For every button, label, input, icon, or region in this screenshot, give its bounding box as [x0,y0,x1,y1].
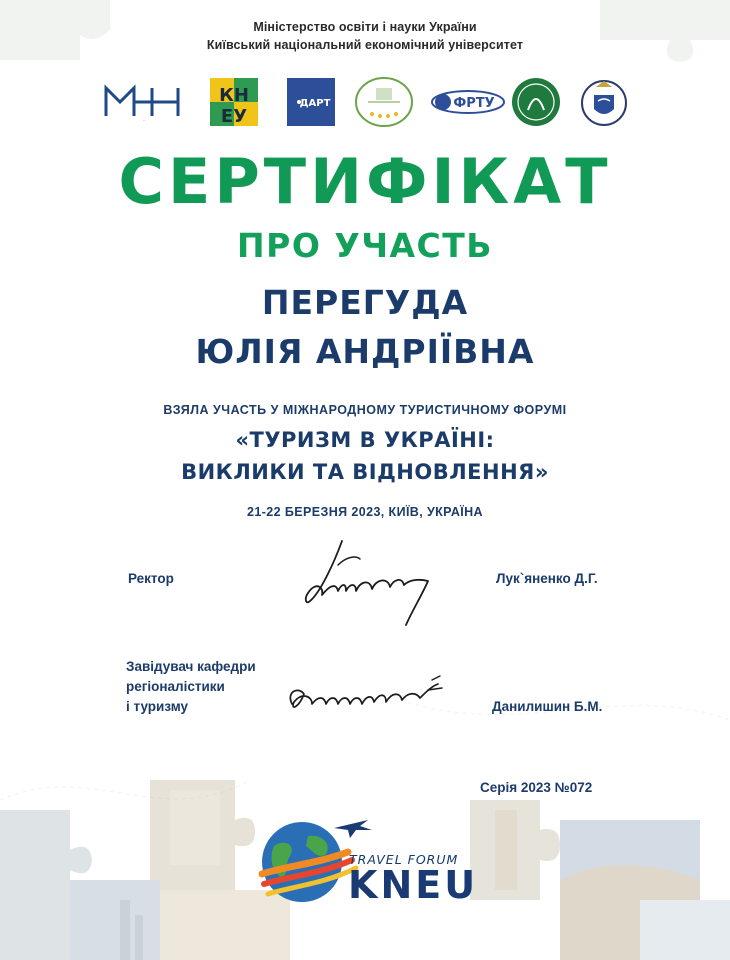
participant-surname: ПЕРЕГУДА [261,283,469,322]
rector-name: Лук`яненко Д.Г. [496,571,598,586]
green-badge-logo [352,74,416,130]
kneu-wordmark: KNEU [348,863,479,907]
travel-forum-label: TRAVEL FORUM [349,852,459,867]
forum-title-line2: ВИКЛИКИ ТА ВІДНОВЛЕННЯ» [181,460,549,484]
partner-logos-row [100,74,640,130]
certificate-title: СЕРТИФІКАТ [118,145,612,218]
svg-text:ЕУ: ЕУ [220,106,248,126]
crest-logo [578,74,630,130]
frtu-logo [430,74,506,130]
svg-text:КН: КН [219,85,249,106]
frtu-logo-text: ФРТУ [453,96,495,111]
ministry-heading: Міністерство освіти і науки України [253,20,477,34]
event-date-place: 21-22 БЕРЕЗНЯ 2023, КИЇВ, УКРАЇНА [247,505,483,519]
rector-title: Ректор [128,571,174,586]
green-seal-logo [508,74,564,130]
participant-given-names: ЮЛІЯ АНДРІЇВНА [195,332,535,371]
mon-logo [100,74,186,130]
head-title-line1: Завідувач кафедри [126,659,256,674]
rector-signature [298,535,443,630]
mon-logo-text: МОН [143,121,146,122]
head-signature [282,670,452,720]
certificate-subtitle: ПРО УЧАСТЬ [237,226,493,265]
head-title-line3: і туризму [126,699,189,714]
participation-statement: ВЗЯЛА УЧАСТЬ У МІЖНАРОДНОМУ ТУРИСТИЧНОМУ ФОРУМІ [163,403,567,417]
forum-title-line1: «ТУРИЗМ В УКРАЇНІ: [235,428,495,452]
certificate-series-number: Серія 2023 №072 [480,780,593,795]
head-title-line2: регіоналістики [126,679,225,694]
kneu-logo [208,74,260,130]
dart-logo-text: ДАРТ [299,98,331,109]
university-heading: Київський національний економічний університет [206,38,524,52]
dart-logo [286,74,336,130]
head-name: Данилишин Б.М. [492,699,603,714]
